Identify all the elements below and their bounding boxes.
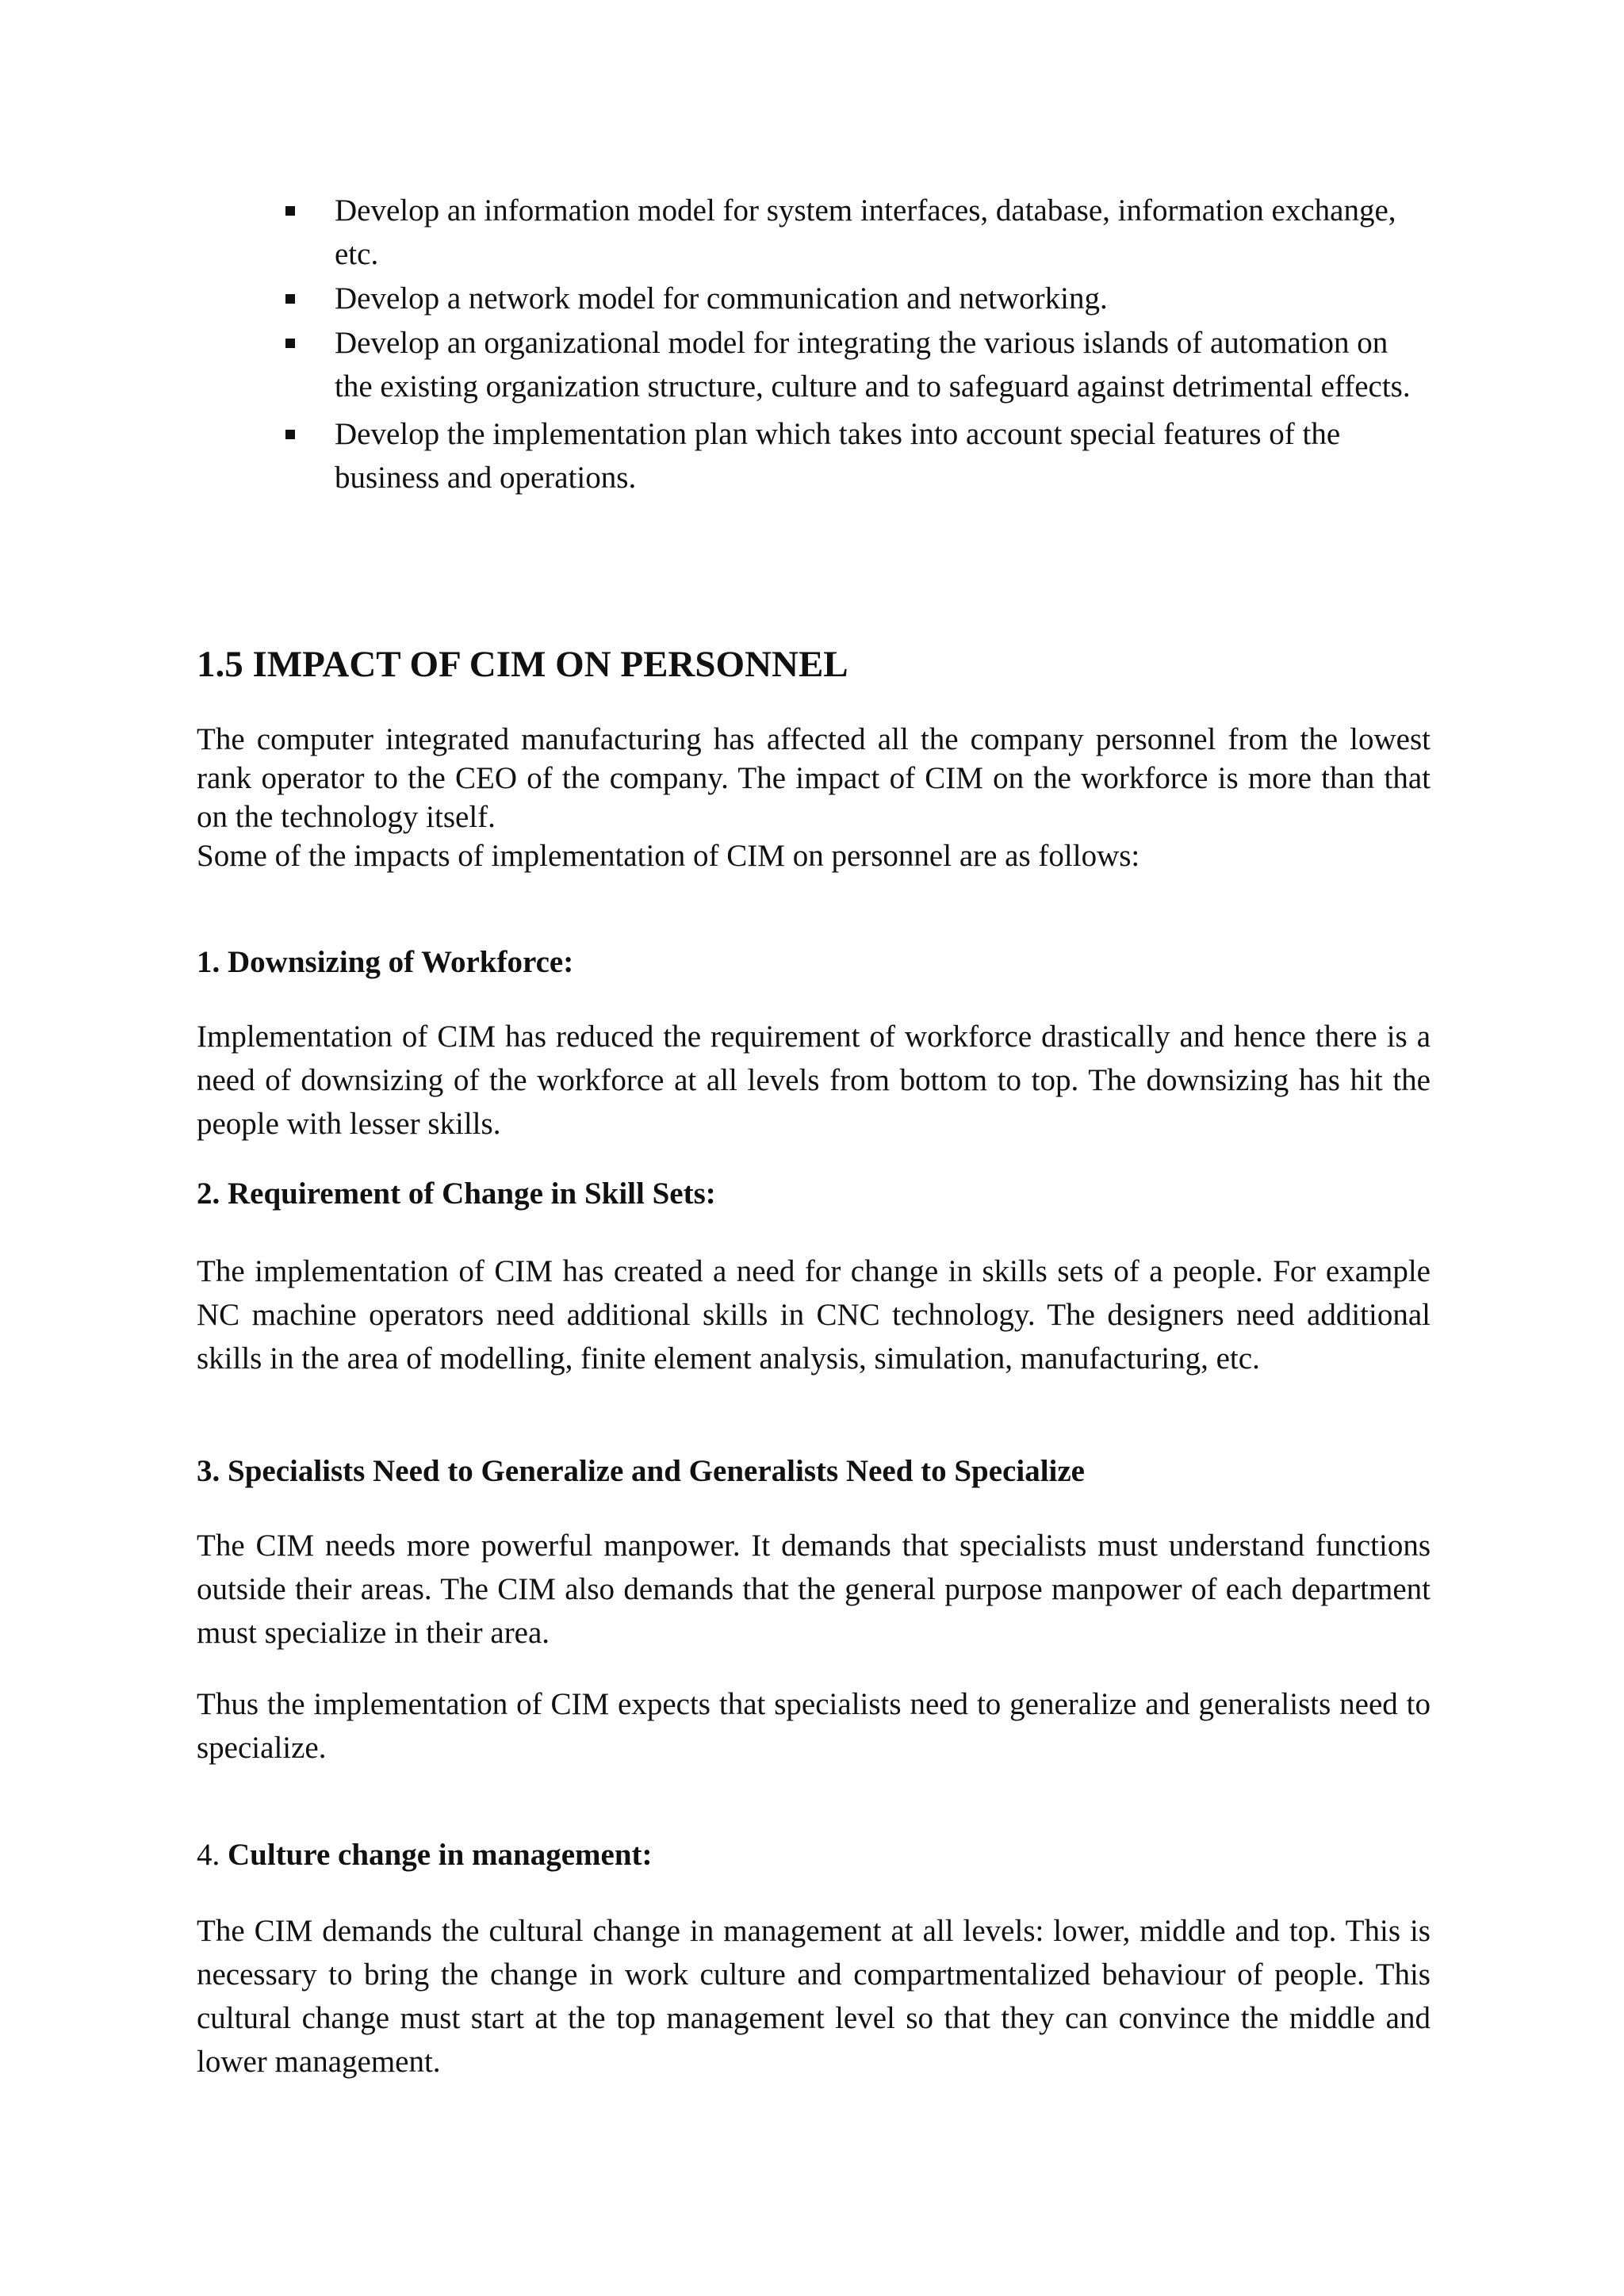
impact-paragraph-downsizing: Implementation of CIM has reduced the requirement of workforce drastically and hence there is a need of downsizing of the workforce at all levels from bottom to top. The downsizing has hit the people with lesser skills. bbox=[197, 1020, 1431, 1141]
square-bullet-icon bbox=[285, 430, 295, 439]
impact-heading-downsizing: 1. Downsizing of Workforce: bbox=[197, 945, 574, 979]
impact-heading-skill-sets: 2. Requirement of Change in Skill Sets: bbox=[197, 1177, 716, 1211]
bullet-text: Develop an organizational model for integrating the various islands of automation on the existing organization structure, culture and to safeguard against detrimental effects. bbox=[335, 326, 1411, 404]
square-bullet-icon bbox=[285, 206, 295, 216]
impact-heading-specialists: 3. Specialists Need to Generalize and Generalists Need to Specialize bbox=[197, 1454, 1085, 1488]
square-bullet-icon bbox=[285, 294, 295, 304]
bullet-text: Develop an information model for system interfaces, database, information exchange, etc. bbox=[335, 193, 1396, 271]
bullet-item bbox=[285, 277, 1427, 320]
bullet-item bbox=[285, 321, 1427, 408]
intro-paragraph: The computer integrated manufacturing has affected all the company personnel from the lowest rank operator to the CEO of the company. The impact of CIM on the workforce is more than that on the technology itself. bbox=[197, 722, 1431, 834]
impact-paragraph-specialists-conclusion: Thus the implementation of CIM expects that specialists need to generalize and generalists need to specialize. bbox=[197, 1687, 1431, 1765]
section-intro bbox=[197, 720, 1431, 875]
square-bullet-icon bbox=[285, 339, 295, 348]
intro-followup: Some of the impacts of implementation of CIM on personnel are as follows: bbox=[197, 839, 1140, 873]
bullet-list bbox=[285, 189, 1427, 499]
bullet-text: Develop the implementation plan which takes into account special features of the business and operations. bbox=[335, 417, 1341, 495]
impact-paragraph-culture: The CIM demands the cultural change in management at all levels: lower, middle and top. This is necessary to bring the change in work culture and compartmentalized behaviour of people. This cultural change must start at the top management level so that they can convince the middle and lower management. bbox=[197, 1914, 1431, 2079]
bullet-item bbox=[285, 189, 1427, 276]
impact-paragraph-specialists: The CIM needs more powerful manpower. It demands that specialists must understand functions outside their areas. The CIM also demands that the general purpose manpower of each department must specialize in their area. bbox=[197, 1529, 1431, 1650]
impact-heading-text: Culture change in management: bbox=[228, 1838, 653, 1872]
impact-heading-culture bbox=[197, 1835, 653, 1876]
bullet-text: Develop a network model for communication and networking. bbox=[335, 281, 1108, 316]
impact-paragraph-skill-sets: The implementation of CIM has created a need for change in skills sets of a people. For example NC machine operators need additional skills in CNC technology. The designers need additional skills in the area of modelling, finite element analysis, simulation, manufacturing, etc. bbox=[197, 1254, 1431, 1376]
impact-number: 4. bbox=[197, 1838, 220, 1872]
section-title: 1.5 IMPACT OF CIM ON PERSONNEL bbox=[197, 644, 848, 685]
bullet-item bbox=[285, 412, 1427, 499]
